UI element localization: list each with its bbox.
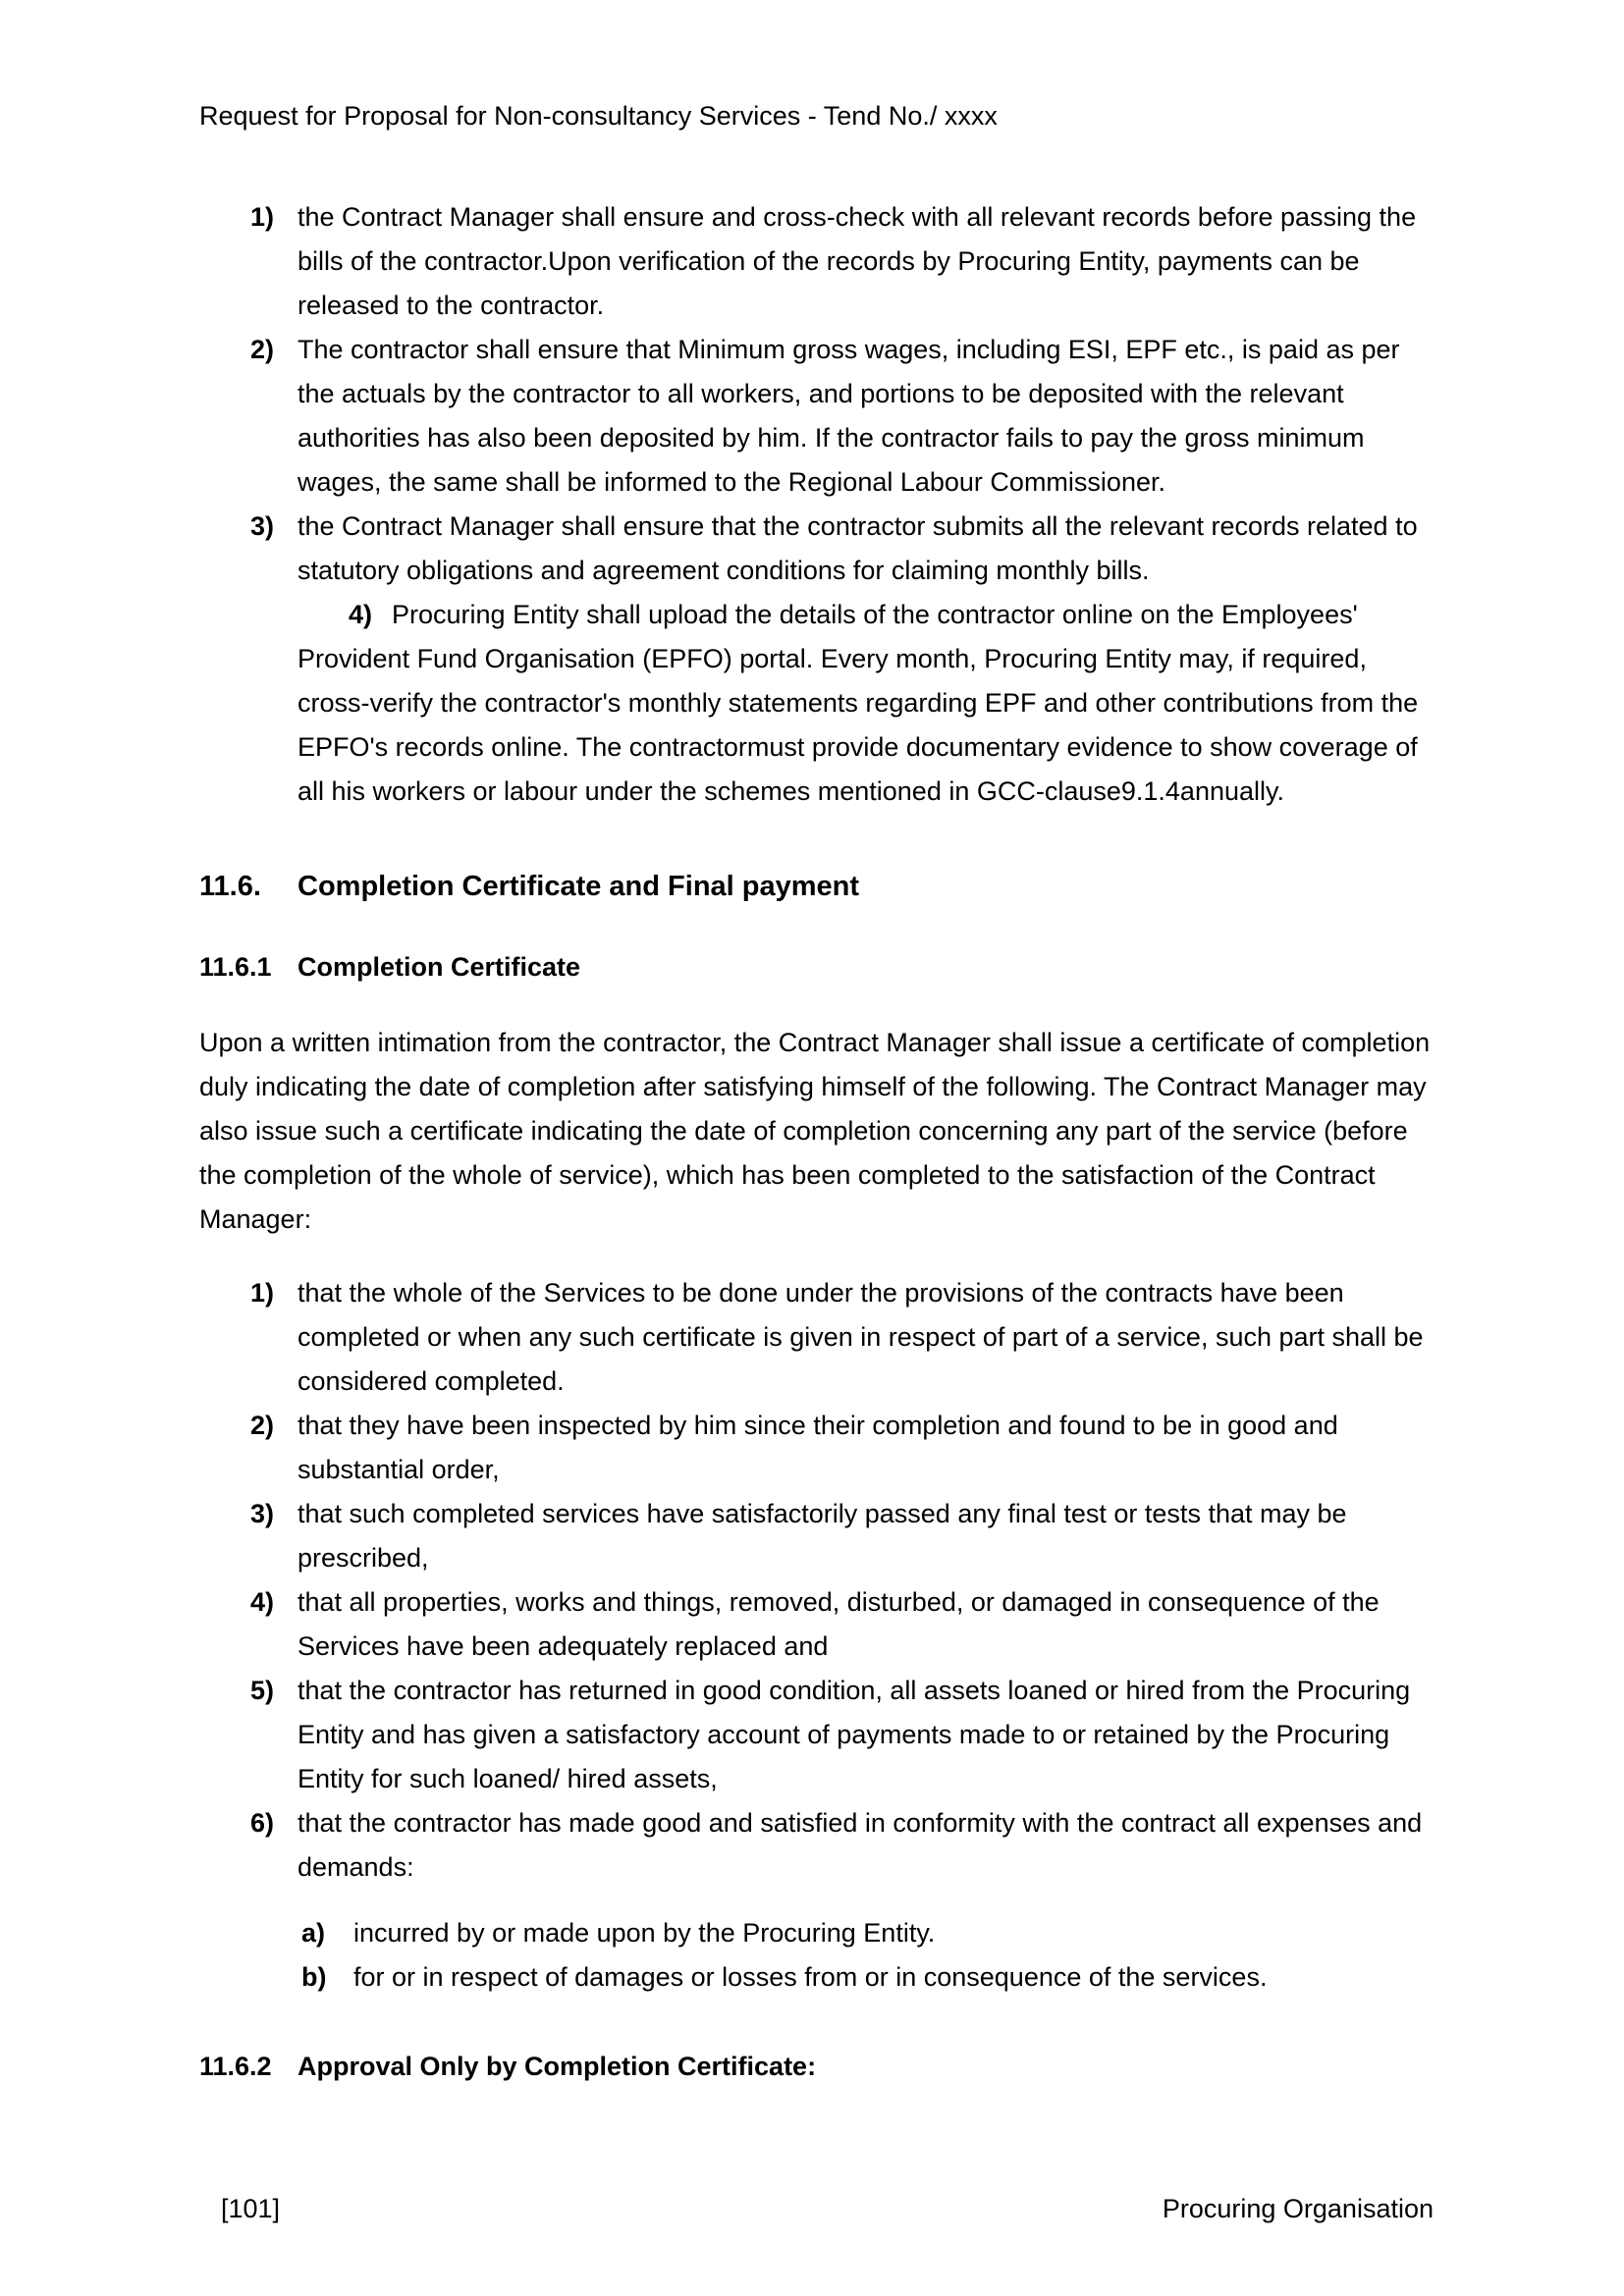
running-header [199,94,1434,138]
list-item-text: that all properties, works and things, removed, disturbed, or damaged in consequence of the Services have been adequately replaced and [298,1587,1380,1661]
section-title: Completion Certificate [298,952,581,982]
list-item-text: that the contractor has returned in good condition, all assets loaned or hired from the Procuring Entity and has given a satisfactory account of payments made to or retained by the Procuring Entity for such loaned/ hired assets, [298,1676,1411,1793]
section-heading-11-6-1 [199,945,1434,989]
page-footer [199,2187,1434,2231]
list-item [301,1955,1434,2000]
list-item [250,328,1434,505]
list-item [250,505,1434,593]
list-marker: 3) [250,1499,275,1528]
list-item-text: the Contract Manager shall ensure and cross-check with all relevant records before passing the bills of the contractor.Upon verification of the records by Procuring Entity, payments can be released to the contractor. [298,202,1417,320]
list-item [250,1271,1434,1404]
list-marker: 4) [250,1587,275,1617]
list-item [250,195,1434,328]
section-heading-11-6-2 [199,2045,1434,2089]
footer-organisation: Procuring Organisation [1162,2194,1434,2223]
list-item [250,1669,1434,1801]
section-number: 11.6. [199,871,261,902]
completion-certificate-paragraph: Upon a written intimation from the contractor, the Contract Manager shall issue a certificate of completion duly indicating the date of completion after satisfying himself of the following. The Contract Manager may also issue such a certificate indicating the date of completion concerning any part of the service (before the completion of the whole of service), which has been completed to the satisfaction of the Contract Manager: [199,1028,1431,1234]
list-item-text: the Contract Manager shall ensure that the contractor submits all the relevant records related to statutory obligations and agreement conditions for claiming monthly bills. [298,511,1418,585]
list-marker: 1) [250,202,275,232]
list-item-text: for or in respect of damages or losses from or in consequence of the services. [353,1962,1268,1992]
list-item [250,1404,1434,1492]
section-number: 11.6.2 [199,2052,272,2081]
list-marker: 2) [250,1411,275,1440]
list-item-text: incurred by or made upon by the Procuring Entity. [353,1918,936,1948]
list-marker: 3) [250,511,275,541]
list-item-text: that the contractor has made good and satisfied in conformity with the contract all expenses and demands: [298,1808,1423,1882]
list-marker: 1) [250,1278,275,1308]
list-item [301,1911,1434,1955]
section-title: Completion Certificate and Final payment [298,871,860,902]
list-item-text: that the whole of the Services to be done under the provisions of the contracts have been completed or when any such certificate is given in respect of part of a service, such part shall be considered completed. [298,1278,1424,1396]
list-marker: a) [301,1918,326,1948]
list-item-text: The contractor shall ensure that Minimum gross wages, including ESI, EPF etc., is paid as per the actuals by the contractor to all workers, and portions to be deposited with the relevant authorities has also been deposited by him. If the contractor fails to pay the gross minimum wages, the same shall be informed to the Regional Labour Commissioner. [298,335,1400,497]
running-header-text: Request for Proposal for Non-consultancy Services - Tend No./ xxxx [199,101,998,131]
page-number: [101] [221,2194,281,2223]
section-heading-11-6 [199,863,1434,910]
list-item-indented [298,593,1434,814]
list-item-text: that such completed services have satisfactorily passed any final test or tests that may be prescribed, [298,1499,1347,1573]
list-item [250,1580,1434,1669]
payment-obligations-list [250,195,1434,593]
list-marker: 2) [250,335,275,364]
list-marker: 5) [250,1676,275,1705]
list-marker: b) [301,1962,327,1992]
list-item-text: that they have been inspected by him since their completion and found to be in good and substantial order, [298,1411,1338,1484]
section-number: 11.6.1 [199,952,272,982]
list-marker: 6) [250,1808,275,1838]
completion-conditions-list [250,1271,1434,1890]
list-marker: 4) [349,600,373,629]
list-item-text: Procuring Entity shall upload the details of the contractor online on the Employees' Provident Fund Organisation (EPFO) portal. Every month, Procuring Entity may, if required, cross-verify the contractor's monthly statements regarding EPF and other contributions from the EPFO's records online. The contractormust provide documentary evidence to show coverage of all his workers or labour under the schemes mentioned in GCC-clause9.1.4annually. [298,600,1419,806]
list-item [250,1492,1434,1580]
section-title: Approval Only by Completion Certificate: [298,2052,817,2081]
expenses-sublist [301,1911,1434,2000]
list-item [250,1801,1434,1890]
